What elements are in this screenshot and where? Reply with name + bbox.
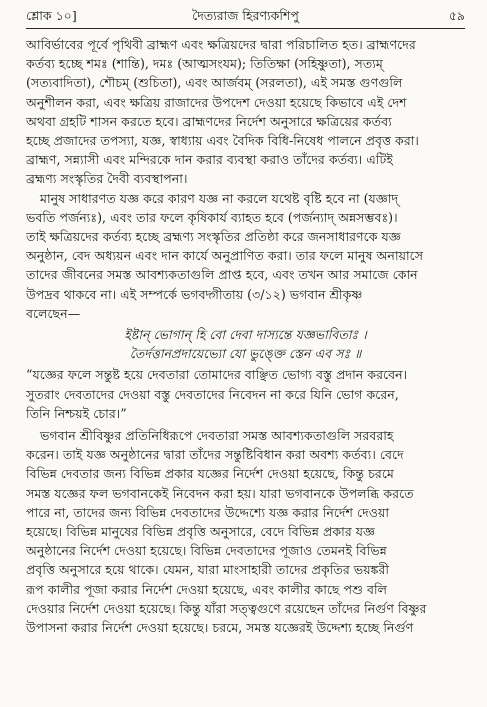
text-line: তাই ক্ষত্রিয়দের কর্তব্য হচ্ছে ব্রহ্মণ্য সংস্কৃতির প্রতিষ্ঠা করে জনসাধারণকে যজ্ঞ (26, 229, 401, 245)
running-head (26, 6, 465, 26)
sanskrit-verse (26, 325, 465, 363)
text-line: অনুশীলন করা, এবং ক্ষত্রিয় রাজাদের উপদেশ দেওয়া হয়েছে কিভাবে এই দেশ (26, 94, 407, 110)
text-line: ব্রহ্মণ্য সংস্কৃতির দৈবী ব্যবস্থাপনা। (26, 171, 188, 187)
paragraph-2 (26, 189, 465, 323)
page-number: ৫৯ (448, 8, 465, 23)
text-line: হচ্ছে প্রজাদের তপস্যা, যজ্ঞ, স্বাধ্যায় এবং বৈদিক বিধি-নিষেধ পালনে প্রবৃত্ত করা। (26, 133, 419, 149)
text-line: পারে না, তাদের জন্য বিভিন্ন দেবতাদের উদ্দেশ্যে যজ্ঞ করার নির্দেশ দেওয়া (26, 504, 390, 520)
text-line: বিভিন্ন দেবতার জন্য বিভিন্ন প্রকার যজ্ঞের নির্দেশ দেওয়া হয়েছে, কিন্তু চরমে (26, 466, 394, 482)
text-line: অনুষ্ঠানের নির্দেশ দেওয়া হয়েছে। বিভিন্ন দেবতাদের পূজাও তেমনই বিভিন্ন (26, 543, 387, 559)
chapter-title: দৈত্যরাজ হিরণ্যকশিপু (192, 8, 299, 23)
verse-line: ইষ্টান্ ভোগান্ হি বো দেবা দাস্যন্তে যজ্ঞভাবিতাঃ । (124, 327, 367, 343)
text-line: (সত্যবাদিতা), শৌচম্ (শুচিতা), এবং আর্জবম্ (সরলতা), এই সমস্ত গুণগুলি (26, 75, 403, 91)
text-line: ভগবান শ্রীবিষ্ণুর প্রতিনিধিরূপে দেবতারা সমস্ত আবশ্যকতাগুলি সরবরাহ (40, 428, 394, 444)
paragraph-1 (26, 35, 465, 189)
text-line: আবির্ভাবের পূর্বে পৃথিবী ব্রাহ্মণ এবং ক্ষত্রিয়দের দ্বারা পরিচালিত হত। ব্রাহ্মণদের (26, 37, 416, 52)
text-line: সুতরাং দেবতাদের দেওয়া বস্তু দেবতাদের নিবেদন না করে যিনি ভোগ করেন, (26, 386, 399, 402)
text-line: ব্রাহ্মণ, সন্ন্যাসী এবং মন্দিরকে দান করার ব্যবস্থা করাও তাঁদের কর্তব্য। এটিই (26, 152, 393, 168)
text-line: তাদের জীবনের সমস্ত আবশ্যকতাগুলি প্রাপ্ত হবে, এবং তখন আর সমাজে কোন (26, 267, 418, 283)
text-line: “যজ্ঞের ফলে সন্তুষ্ট হয়ে দেবতারা তোমাদের বাঞ্ছিত ভোগ্য বস্তু প্রদান করবেন। (26, 367, 408, 383)
text-line: মানুষ সাধারণত যজ্ঞ করে কারণ যজ্ঞ না করলে যথেষ্ট বৃষ্টি হবে না (যজ্ঞাদ্ (40, 190, 399, 206)
verse-reference: শ্লোক ১০] (26, 8, 77, 23)
text-line: অনুষ্ঠান, বেদ অধ্যয়ন এবং দান কার্যে অনুপ্রাণিত করা। তার ফলে মানুষ অনায়াসে (26, 248, 424, 264)
text-line: প্রবৃত্তি অনুসারে হয়ে থাকে। যেমন, যারা মাংসাহারী তাদের প্রকৃতির ভয়ঙ্করী (26, 562, 390, 578)
text-line: তিনি নিশ্চয়ই চোর।” (26, 405, 127, 421)
text-line: দেওয়ার নির্দেশ দেওয়া হয়েছে। কিন্তু যাঁরা সত্ত্বগুণে রয়েছেন তাঁদের নির্গুণ বিষ্ণুর (26, 600, 427, 616)
text-line: করেন। তাই যজ্ঞ অনুষ্ঠানের দ্বারা তাঁদের সন্তুষ্টিবিধান করা অবশ্য কর্তব্য। বেদে (26, 447, 404, 463)
text-line: রূপ কালীর পূজা করার নির্দেশ দেওয়া হয়েছে, এবং কালীর কাছে পশু বলি (26, 581, 387, 597)
text-line: অথবা গ্রহটি শাসন করতে হবে। ব্রাহ্মণদের নির্দেশ অনুসারে ক্ষত্রিয়ের কর্তব্য (26, 113, 392, 129)
text-line: হয়েছে। বিভিন্ন মানুষের বিভিন্ন প্রবৃত্তি অনুসারে, বেদে বিভিন্ন প্রকার যজ্ঞ (26, 524, 376, 540)
verse-line: তৈর্দত্তানপ্রদায়েভ্যো যো ভুঙ্ক্তে স্তেন এব সঃ ॥ (129, 346, 362, 362)
header-divider (26, 28, 465, 29)
text-line: সমস্ত যজ্ঞের ফল ভগবানকেই নিবেদন করা হয়। যারা ভগবানকে উপলব্ধি করতে (26, 485, 414, 501)
text-line: কর্তব্য হচ্ছে শমঃ (শান্তি), দমঃ (আত্মসংযম); তিতিক্ষা (সহিষ্ণুতা), সত্যম্ (26, 56, 383, 72)
text-line: বলেছেন— (26, 305, 81, 321)
text-line: উপাসনা করার নির্দেশ দেওয়া হয়েছে। চরমে, সমস্ত যজ্ঞেরই উদ্দেশ্য হচ্ছে নির্গুণ (26, 620, 414, 636)
paragraph-4 (26, 426, 465, 637)
verse-translation (26, 365, 465, 423)
text-line: উপদ্রব থাকবে না। এই সম্পর্কে ভগবদ্গীতায় (৩/১২) ভগবান শ্রীকৃষ্ণ (26, 286, 363, 302)
text-line: ভবতি পর্জন্যঃ), এবং তার ফলে কৃষিকার্য ব্যাহত হবে (পর্জন্যাদ্ অন্নসম্ভবঃ)। (26, 209, 398, 225)
